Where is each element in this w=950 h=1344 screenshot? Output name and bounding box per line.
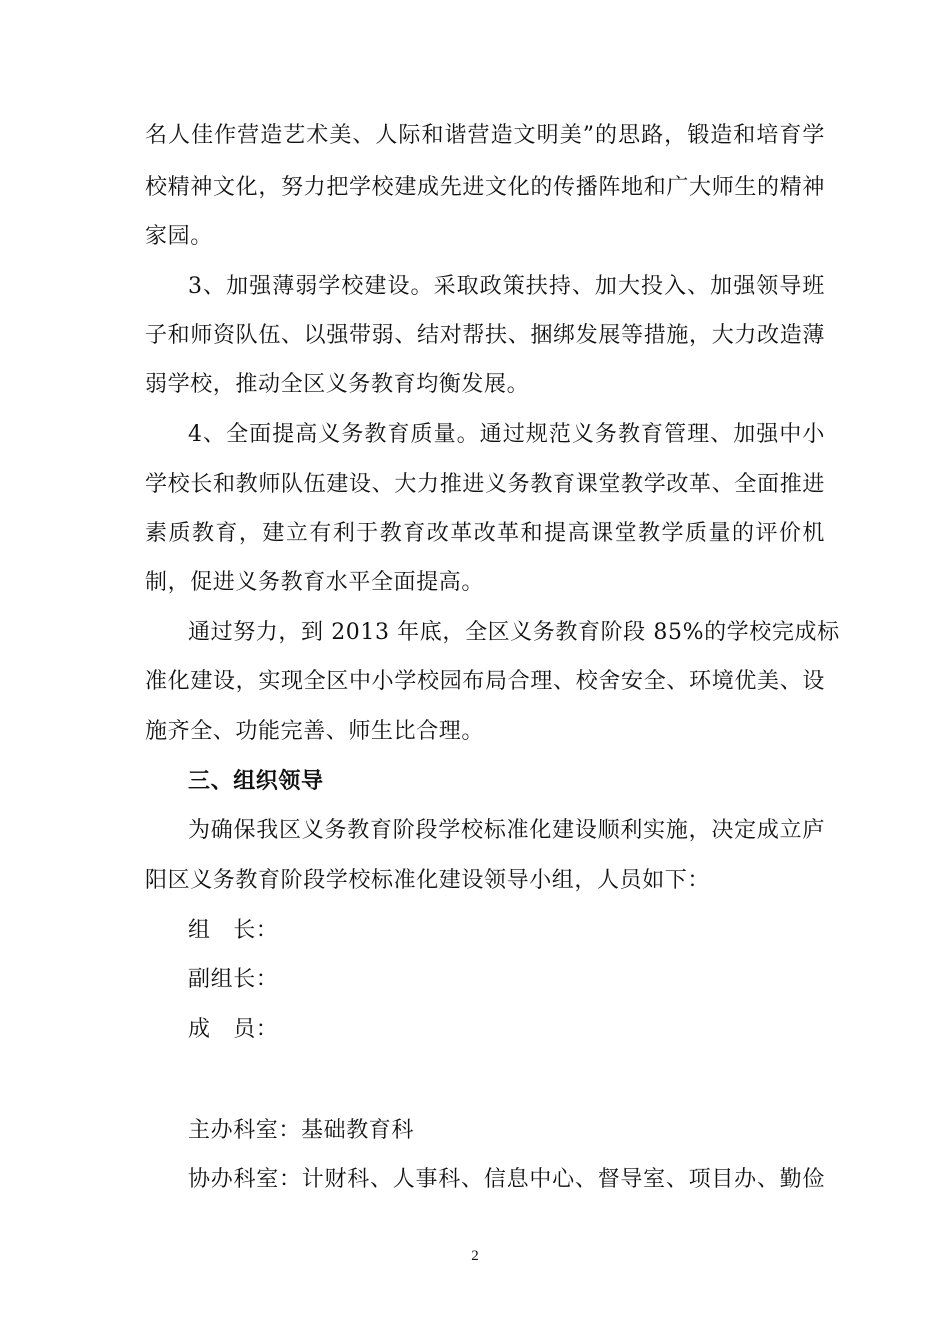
body-text-line: 素质教育，建立有利于教育改革改革和提高课堂教学质量的评价机 (145, 521, 825, 546)
body-text-line: 制，促进义务教育水平全面提高。 (145, 570, 485, 595)
members-label: 成 员： (188, 1017, 279, 1042)
body-text-line: 为确保我区义务教育阶段学校标准化建设顺利实施，决定成立庐 (188, 818, 825, 843)
group-leader-label: 组 长： (188, 918, 279, 943)
paragraph-3-heading-line: 3、加强薄弱学校建设。采取政策扶持、加大投入、加强领导班 (188, 274, 825, 299)
assisting-offices-line: 协办科室：计财科、人事科、信息中心、督导室、项目办、勤俭 (188, 1167, 825, 1192)
deputy-leader-label: 副组长： (188, 967, 279, 992)
body-text-line: 子和师资队伍、以强带弱、结对帮扶、捆绑发展等措施，大力改造薄 (145, 323, 825, 348)
paragraph-4-heading-line: 4、全面提高义务教育质量。通过规范义务教育管理、加强中小 (188, 422, 825, 447)
section-heading: 三、组织领导 (188, 769, 324, 794)
lead-office-line: 主办科室：基础教育科 (188, 1118, 415, 1143)
body-text-line: 阳区义务教育阶段学校标准化建设领导小组，人员如下： (145, 868, 711, 893)
body-text-line: 通过努力，到 2013 年底，全区义务教育阶段 85%的学校完成标 (188, 620, 840, 645)
body-text-line: 学校长和教师队伍建设、大力推进义务教育课堂教学改革、全面推进 (145, 472, 825, 497)
body-text-line: 家园。 (145, 224, 213, 249)
body-text-line: 准化建设，实现全区中小学校园布局合理、校舍安全、环境优美、设 (145, 669, 825, 694)
body-text-line: 施齐全、功能完善、师生比合理。 (145, 719, 485, 744)
body-text-line: 名人佳作营造艺术美、人际和谐营造文明美”的思路，锻造和培育学 (145, 123, 825, 148)
body-text-line: 校精神文化，努力把学校建成先进文化的传播阵地和广大师生的精神 (145, 175, 825, 200)
page-number: 2 (471, 1248, 479, 1264)
body-text-line: 弱学校，推动全区义务教育均衡发展。 (145, 372, 530, 397)
